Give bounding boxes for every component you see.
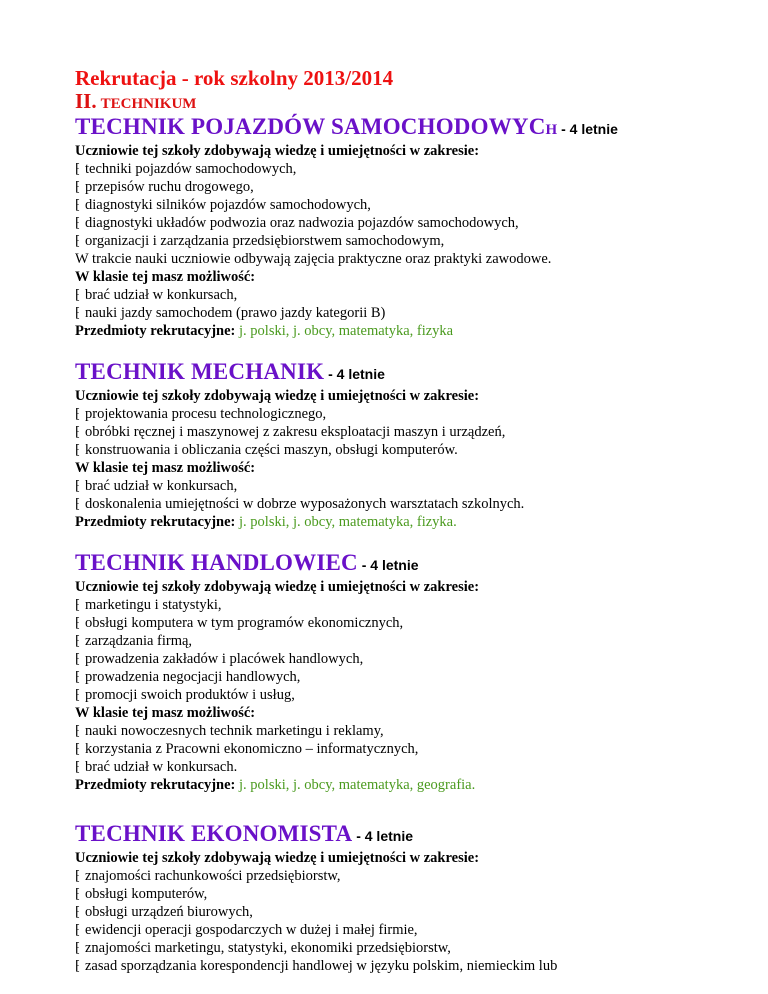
skill-item xyxy=(75,196,735,214)
profession-duration: - 4 letnie xyxy=(557,121,618,137)
profession-section xyxy=(75,822,735,975)
profession-heading xyxy=(75,360,735,387)
profession-name-tail: H xyxy=(545,122,558,138)
profession-heading xyxy=(75,115,735,142)
profession-duration: - 4 letnie xyxy=(324,366,385,382)
skill-item xyxy=(75,867,735,885)
bullet-icon: ⁅ xyxy=(75,197,81,212)
sections-container xyxy=(75,115,735,975)
opportunity-item xyxy=(75,477,735,495)
skill-item xyxy=(75,596,735,614)
list-item-text: obsługi komputerów, xyxy=(85,886,208,902)
bullet-icon: ⁅ xyxy=(75,904,81,919)
bullet-icon: ⁅ xyxy=(75,868,81,883)
skill-item xyxy=(75,686,735,704)
profession-section xyxy=(75,551,735,794)
bullet-icon: ⁅ xyxy=(75,723,81,738)
list-item-text: doskonalenia umiejętności w dobrze wyposażonych warsztatach szkolnych. xyxy=(85,496,525,512)
skill-item xyxy=(75,632,735,650)
profession-section xyxy=(75,360,735,531)
list-item-text: diagnostyki silników pojazdów samochodowych, xyxy=(85,197,371,213)
list-item-text: konstruowania i obliczania części maszyn, obsługi komputerów. xyxy=(85,442,458,458)
list-item-text: prowadzenia zakładów i placówek handlowych, xyxy=(85,651,364,667)
bullet-icon: ⁅ xyxy=(75,442,81,457)
bullet-icon: ⁅ xyxy=(75,233,81,248)
skill-item xyxy=(75,650,735,668)
opportunities-label: W klasie tej masz możliwość: xyxy=(75,460,256,476)
section-intro: Uczniowie tej szkoły zdobywają wiedzę i umiejętności w zakresie: xyxy=(75,388,480,404)
list-item-text: promocji swoich produktów i usług, xyxy=(85,687,295,703)
bullet-icon: ⁅ xyxy=(75,287,81,302)
list-item-text: marketingu i statystyki, xyxy=(85,597,222,613)
section-intro: Uczniowie tej szkoły zdobywają wiedzę i umiejętności w zakresie: xyxy=(75,143,480,159)
opportunity-item xyxy=(75,304,735,322)
bullet-icon: ⁅ xyxy=(75,215,81,230)
bullet-icon: ⁅ xyxy=(75,615,81,630)
bullet-icon: ⁅ xyxy=(75,922,81,937)
profession-name: TECHNIK MECHANIK xyxy=(75,359,325,384)
list-item-text: obsługi urządzeń biurowych, xyxy=(85,904,253,920)
list-item-text: ewidencji operacji gospodarczych w dużej i małej firmie, xyxy=(85,922,418,938)
skill-item xyxy=(75,939,735,957)
subjects-label: Przedmioty rekrutacyjne: xyxy=(75,514,236,530)
opportunity-item xyxy=(75,286,735,304)
profession-heading xyxy=(75,822,735,849)
subjects-line xyxy=(75,513,735,531)
skill-item xyxy=(75,903,735,921)
list-item-text: obróbki ręcznej i maszynowej z zakresu eksploatacji maszyn i urządzeń, xyxy=(85,424,506,440)
bullet-icon: ⁅ xyxy=(75,161,81,176)
list-item-text: zarządzania firmą, xyxy=(85,633,193,649)
bullet-icon: ⁅ xyxy=(75,687,81,702)
bullet-icon: ⁅ xyxy=(75,958,81,973)
bullet-icon: ⁅ xyxy=(75,179,81,194)
profession-name: TECHNIK HANDLOWIEC xyxy=(75,550,358,575)
document-title: Rekrutacja - rok szkolny 2013/2014 xyxy=(75,66,394,90)
bullet-icon: ⁅ xyxy=(75,597,81,612)
list-item-text: nauki jazdy samochodem (prawo jazdy kategorii B) xyxy=(85,305,386,321)
bullet-icon: ⁅ xyxy=(75,478,81,493)
subjects-list: j. polski, j. obcy, matematyka, fizyka xyxy=(235,323,454,339)
profession-section xyxy=(75,115,735,340)
subtitle-text: TECHNIKUM xyxy=(100,96,197,112)
list-item-text: nauki nowoczesnych technik marketingu i reklamy, xyxy=(85,723,384,739)
skill-item xyxy=(75,441,735,459)
skill-item xyxy=(75,614,735,632)
profession-name: TECHNIK EKONOMISTA xyxy=(75,821,353,846)
profession-name: TECHNIK POJAZDÓW SAMOCHODOWYC xyxy=(75,114,546,139)
opportunities-label: W klasie tej masz możliwość: xyxy=(75,269,256,285)
subjects-label: Przedmioty rekrutacyjne: xyxy=(75,777,236,793)
document-page xyxy=(75,66,735,975)
subjects-list: j. polski, j. obcy, matematyka, fizyka. xyxy=(235,514,457,530)
section-intro: Uczniowie tej szkoły zdobywają wiedzę i umiejętności w zakresie: xyxy=(75,850,480,866)
list-item-text: brać udział w konkursach, xyxy=(85,478,238,494)
section-note: W trakcie nauki uczniowie odbywają zajęcia praktyczne oraz praktyki zawodowe. xyxy=(75,251,552,267)
bullet-icon: ⁅ xyxy=(75,886,81,901)
list-item-text: zasad sporządzania korespondencji handlowej w języku polskim, niemieckim lub xyxy=(85,958,558,974)
profession-duration: - 4 letnie xyxy=(357,557,419,573)
list-item-text: prowadzenia negocjacji handlowych, xyxy=(85,669,301,685)
list-item-text: brać udział w konkursach, xyxy=(85,287,238,303)
bullet-icon: ⁅ xyxy=(75,741,81,756)
list-item-text: znajomości marketingu, statystyki, ekonomiki przedsiębiorstw, xyxy=(85,940,451,956)
skill-item xyxy=(75,214,735,232)
skill-item xyxy=(75,178,735,196)
opportunity-item xyxy=(75,722,735,740)
bullet-icon: ⁅ xyxy=(75,305,81,320)
subtitle-numeral: II. xyxy=(75,89,97,113)
bullet-icon: ⁅ xyxy=(75,406,81,421)
skill-item xyxy=(75,423,735,441)
subjects-line xyxy=(75,776,735,794)
subjects-list: j. polski, j. obcy, matematyka, geografia. xyxy=(235,777,476,793)
subjects-line xyxy=(75,322,735,340)
document-subtitle xyxy=(75,90,735,115)
skill-item xyxy=(75,921,735,939)
skill-item xyxy=(75,160,735,178)
skill-item xyxy=(75,957,735,975)
opportunity-item xyxy=(75,758,735,776)
bullet-icon: ⁅ xyxy=(75,496,81,511)
bullet-icon: ⁅ xyxy=(75,759,81,774)
bullet-icon: ⁅ xyxy=(75,651,81,666)
bullet-icon: ⁅ xyxy=(75,424,81,439)
opportunity-item xyxy=(75,495,735,513)
list-item-text: techniki pojazdów samochodowych, xyxy=(85,161,297,177)
list-item-text: organizacji i zarządzania przedsiębiorstwem samochodowym, xyxy=(85,233,445,249)
profession-heading xyxy=(75,551,735,578)
skill-item xyxy=(75,232,735,250)
skill-item xyxy=(75,668,735,686)
list-item-text: brać udział w konkursach. xyxy=(85,759,238,775)
list-item-text: obsługi komputera w tym programów ekonomicznych, xyxy=(85,615,404,631)
opportunity-item xyxy=(75,740,735,758)
list-item-text: korzystania z Pracowni ekonomiczno – informatycznych, xyxy=(85,741,419,757)
list-item-text: znajomości rachunkowości przedsiębiorstw, xyxy=(85,868,341,884)
list-item-text: projektowania procesu technologicznego, xyxy=(85,406,327,422)
subjects-label: Przedmioty rekrutacyjne: xyxy=(75,323,236,339)
list-item-text: diagnostyki układów podwozia oraz nadwozia pojazdów samochodowych, xyxy=(85,215,519,231)
section-intro: Uczniowie tej szkoły zdobywają wiedzę i umiejętności w zakresie: xyxy=(75,579,480,595)
skill-item xyxy=(75,405,735,423)
bullet-icon: ⁅ xyxy=(75,940,81,955)
profession-duration: - 4 letnie xyxy=(352,828,413,844)
skill-item xyxy=(75,885,735,903)
list-item-text: przepisów ruchu drogowego, xyxy=(85,179,254,195)
bullet-icon: ⁅ xyxy=(75,633,81,648)
opportunities-label: W klasie tej masz możliwość: xyxy=(75,705,256,721)
bullet-icon: ⁅ xyxy=(75,669,81,684)
